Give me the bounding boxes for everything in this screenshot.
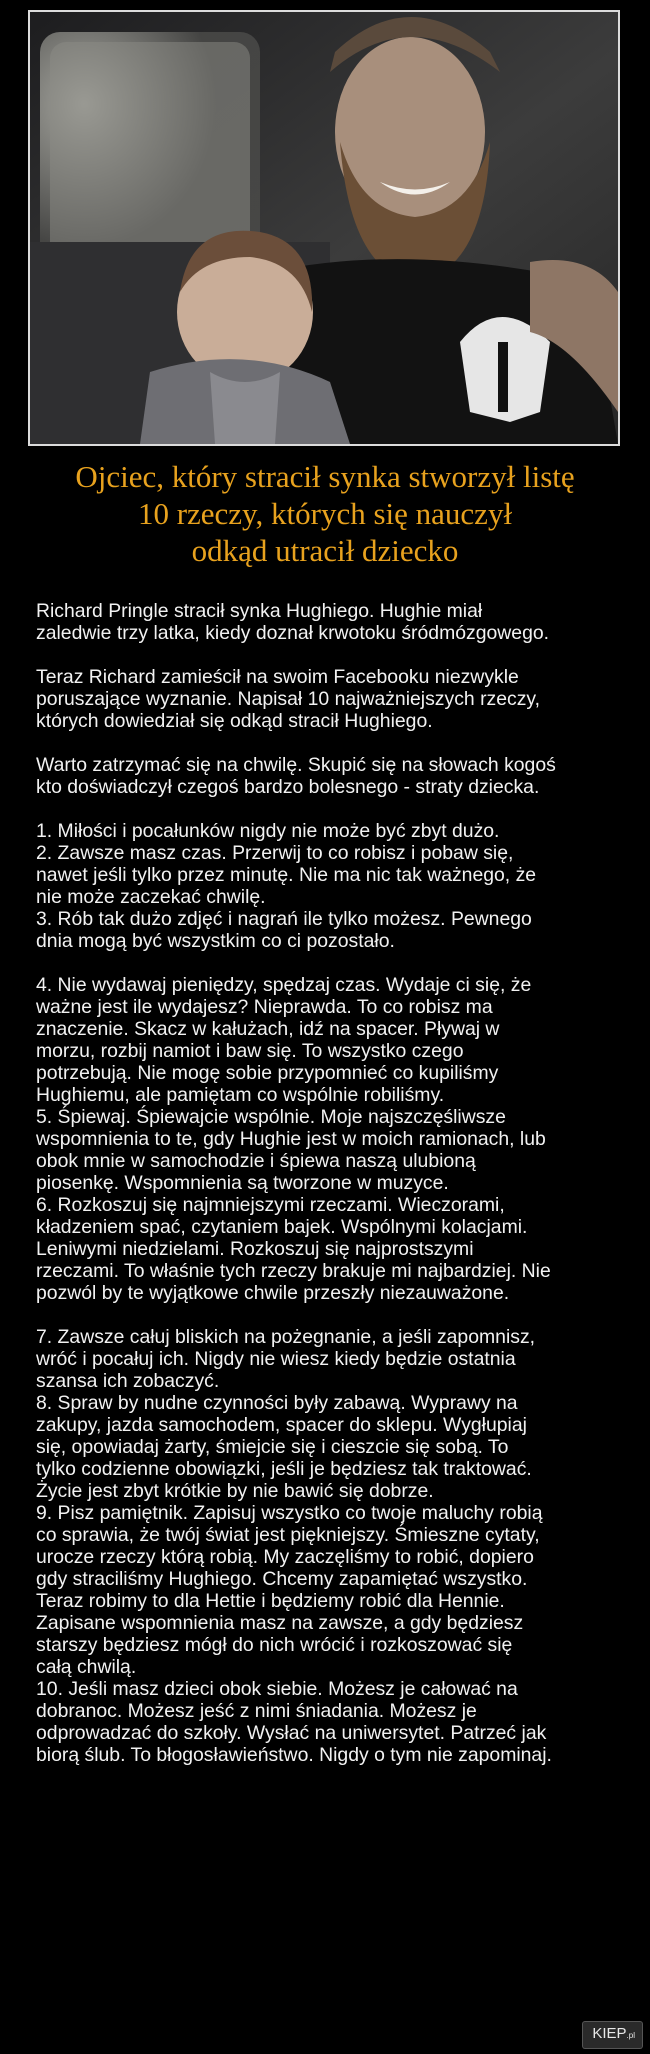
article-line: Hughiemu, ale pamiętam co wspólnie robiliśmy. bbox=[36, 1084, 445, 1106]
article-line: biorą ślub. To błogosławieństwo. Nigdy o tym nie zapominaj. bbox=[36, 1744, 552, 1766]
article-line: nawet jeśli tylko przez minutę. Nie ma nic tak ważnego, że bbox=[36, 864, 537, 886]
article-line: 10. Jeśli masz dzieci obok siebie. Możesz je całować na bbox=[36, 1678, 518, 1700]
article-line: pozwól by te wyjątkowe chwile przeszły niezauważone. bbox=[36, 1282, 510, 1304]
article-line: 8. Spraw by nudne czynności były zabawą. Wyprawy na bbox=[36, 1392, 518, 1414]
article-line: Teraz robimy to dla Hettie i będziemy robić dla Hennie. bbox=[36, 1590, 505, 1612]
article-line: 2. Zawsze masz czas. Przerwij to co robisz i pobaw się, bbox=[36, 842, 514, 864]
article-line: starszy będziesz mógł do nich wrócić i rozkoszować się bbox=[36, 1634, 513, 1656]
article-line: dnia mogą być wszystkim co ci pozostało. bbox=[36, 930, 395, 952]
kiep-watermark-badge bbox=[583, 2022, 642, 2048]
paragraph-gap bbox=[36, 644, 636, 666]
article-line: morzu, rozbij namiot i baw się. To wszystko czego bbox=[36, 1040, 464, 1062]
article-line: Zapisane wspomnienia masz na zawsze, a gdy będziesz bbox=[36, 1612, 524, 1634]
article-line: obok mnie w samochodzie i śpiewa naszą ulubioną bbox=[36, 1150, 476, 1172]
article-line: urocze rzeczy którą robią. My zaczęliśmy to robić, dopiero bbox=[36, 1546, 534, 1568]
article-line: Leniwymi niedzielami. Rozkoszuj się najprostszymi bbox=[36, 1238, 474, 1260]
headline-line: odkąd utracił dziecko bbox=[191, 533, 459, 568]
headline bbox=[0, 458, 650, 569]
article-line: odprowadzać do szkoły. Wysłać na uniwersytet. Patrzeć jak bbox=[36, 1722, 547, 1744]
article-line: piosenkę. Wspomnienia są tworzone w muzyce. bbox=[36, 1172, 449, 1194]
article-line: 3. Rób tak dużo zdjęć i nagrań ile tylko możesz. Pewnego bbox=[36, 908, 532, 930]
article-line: gdy straciliśmy Hughiego. Chcemy zapamiętać wszystko. bbox=[36, 1568, 528, 1590]
article-line: ważne jest ile wydajesz? Nieprawda. To co robisz ma bbox=[36, 996, 493, 1018]
article-line: całą chwilą. bbox=[36, 1656, 137, 1678]
article-line: rzeczami. To właśnie tych rzeczy brakuje mi najbardziej. Nie bbox=[36, 1260, 551, 1282]
headline-line: Ojciec, który stracił synka stworzył listę bbox=[75, 459, 575, 494]
article-line: się, opowiadaj żarty, śmiejcie się i cieszcie się sobą. To bbox=[36, 1436, 509, 1458]
article-line: poruszające wyznanie. Napisał 10 najważniejszych rzeczy, bbox=[36, 688, 541, 710]
headline-line: 10 rzeczy, których się nauczył bbox=[137, 496, 513, 531]
article-line: zakupy, jazda samochodem, spacer do sklepu. Wygłupiaj bbox=[36, 1414, 527, 1436]
article-line: Teraz Richard zamieścił na swoim Facebooku niezwykle bbox=[36, 666, 519, 688]
article-line: 6. Rozkoszuj się najmniejszymi rzeczami. Wieczorami, bbox=[36, 1194, 505, 1216]
article-line: szansa ich zobaczyć. bbox=[36, 1370, 220, 1392]
article-body bbox=[36, 600, 636, 1766]
paragraph-gap bbox=[36, 952, 636, 974]
article-line: potrzebują. Nie mogę sobie przypomnieć co kupiliśmy bbox=[36, 1062, 499, 1084]
badge-main-text: KIEP bbox=[592, 2025, 627, 2042]
article-line: co sprawia, że twój świat jest piękniejszy. Śmieszne cytaty, bbox=[36, 1524, 540, 1546]
article-line: znaczenie. Skacz w kałużach, idź na spacer. Pływaj w bbox=[36, 1018, 500, 1040]
article-line: nie może zaczekać chwilę. bbox=[36, 886, 266, 908]
article-line: 7. Zawsze całuj bliskich na pożegnanie, a jeśli zapomnisz, bbox=[36, 1326, 536, 1348]
article-line: Warto zatrzymać się na chwilę. Skupić się na słowach kogoś bbox=[36, 754, 556, 776]
article-line: dobranoc. Możesz jeść z nimi śniadania. Możesz je bbox=[36, 1700, 477, 1722]
father-and-son-photo bbox=[30, 12, 618, 444]
article-line: 1. Miłości i pocałunków nigdy nie może być zbyt dużo. bbox=[36, 820, 500, 842]
article-line: których dowiedział się odkąd stracił Hughiego. bbox=[36, 710, 433, 732]
paragraph-gap bbox=[36, 798, 636, 820]
paragraph-gap bbox=[36, 1304, 636, 1326]
article-line: 9. Pisz pamiętnik. Zapisuj wszystko co twoje maluchy robią bbox=[36, 1502, 543, 1524]
article-line: kładzeniem spać, czytaniem bajek. Wspólnymi kolacjami. bbox=[36, 1216, 528, 1238]
paragraph-gap bbox=[36, 732, 636, 754]
main-photo bbox=[28, 10, 620, 446]
article-line: wróć i pocałuj ich. Nigdy nie wiesz kiedy będzie ostatnia bbox=[36, 1348, 516, 1370]
badge-suffix-text: .pl bbox=[626, 2031, 635, 2040]
article-line: Richard Pringle stracił synka Hughiego. Hughie miał bbox=[36, 600, 483, 622]
article-line: Życie jest zbyt krótkie by nie bawić się dobrze. bbox=[36, 1480, 434, 1502]
article-line: 4. Nie wydawaj pieniędzy, spędzaj czas. Wydaje ci się, że bbox=[36, 974, 532, 996]
article-line: 5. Śpiewaj. Śpiewajcie wspólnie. Moje najszczęśliwsze bbox=[36, 1106, 506, 1128]
article-line: kto doświadczył czegoś bardzo bolesnego - straty dziecka. bbox=[36, 776, 540, 798]
article-line: wspomnienia to te, gdy Hughie jest w moich ramionach, lub bbox=[36, 1128, 546, 1150]
article-line: zaledwie trzy latka, kiedy doznał krwotoku śródmózgowego. bbox=[36, 622, 550, 644]
article-line: tylko codzienne obowiązki, jeśli je będziesz tak traktować. bbox=[36, 1458, 532, 1480]
